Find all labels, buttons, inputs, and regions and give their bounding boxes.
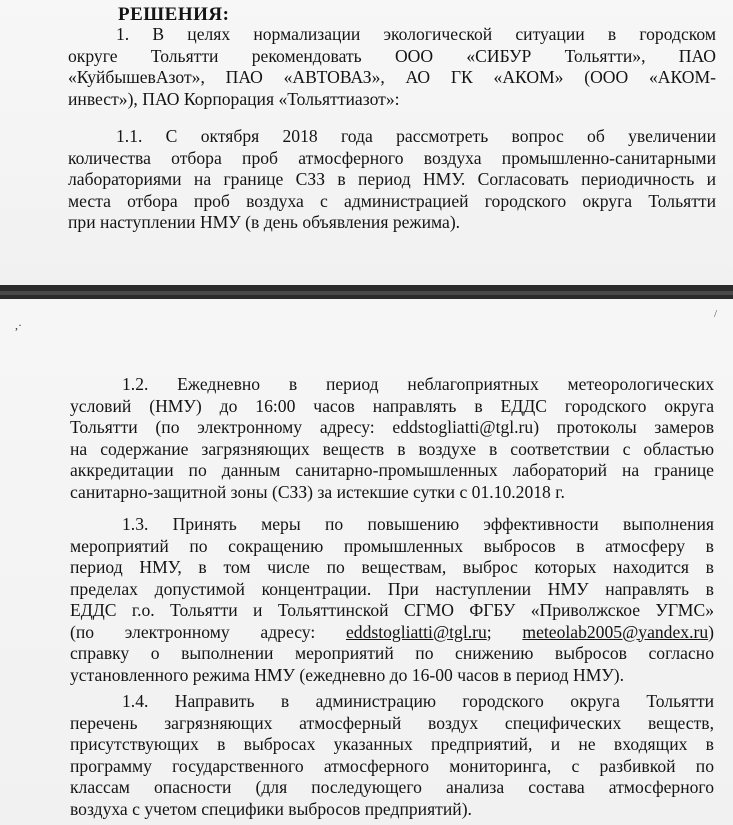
paragraph-line: аккредитации по данным санитарно-промышленных лабораторий на границе (70, 460, 714, 480)
paragraph-line: классам опасности (для последующего анализа состава атмосферного (70, 777, 714, 797)
paragraph-line: 1. В целях нормализации экологической ситуации в городском (116, 24, 716, 44)
paragraph-line: санитарно-защитной зоны (СЗЗ) за истекшие сутки с 01.10.2018 г. (70, 481, 565, 502)
email-link-meteolab[interactable]: meteolab2005@yandex.ru (522, 621, 709, 642)
paragraph-1-1 (68, 126, 716, 234)
paragraph-line: присутствующих в выбросах указанных предприятий, и не входящих в (70, 734, 714, 754)
paragraph-line: округе Тольятти рекомендовать ООО «СИБУР Тольятти», ПАО (68, 45, 716, 66)
paragraph-line: перечень загрязняющих атмосферный воздух специфических веществ, (70, 712, 714, 733)
paragraph-line: программу государственного атмосферного мониторинга, с разбивкой по (70, 755, 714, 776)
address-separator: ; (486, 621, 523, 642)
paragraph-line: воздуха с учетом специфики выбросов предприятий). (70, 798, 472, 819)
paragraph-line: инвест»), ПАО Корпорация «Тольяттиазот»: (68, 88, 400, 109)
paragraph-1-4 (70, 691, 714, 820)
paragraph-line: количества отбора проб атмосферного воздуха промышленно-санитарными (68, 147, 716, 168)
paragraph-1-2 (70, 374, 714, 503)
paragraph-line: период НМУ, в том числе по веществам, выброс которых находится в (70, 557, 714, 577)
paragraph-line: 1.4. Направить в администрацию городского округа Тольятти (122, 691, 714, 711)
paragraph-line: справку о выполнении мероприятий по снижению выбросов согласно (70, 643, 714, 663)
paragraph-line: «КуйбышевАзот», ПАО «АВТОВАЗ», АО ГК «АКОМ» (ООО «АКОМ- (68, 67, 716, 87)
paragraph-line: 1.1. С октября 2018 года рассмотреть вопрос об увеличении (116, 126, 716, 146)
paragraph-line: Тольятти (по электронному адресу: eddstogliatti@tgl.ru) протоколы замеров (70, 417, 714, 437)
section-heading: РЕШЕНИЯ: (118, 4, 230, 25)
paragraph-line: 1.2. Ежедневно в период неблагоприятных метеорологических (122, 374, 714, 394)
address-suffix: ) (708, 621, 714, 642)
paragraph-line: мероприятий по сокращению промышленных выбросов в атмосферу в (70, 535, 714, 556)
paragraph-1 (68, 24, 716, 110)
paragraph-line: установленного режима НМУ (ежедневно до 16-00 часов в период НМУ). (70, 664, 625, 685)
paragraph-line: пределах допустимой концентрации. При наступлении НМУ направлять в (70, 578, 714, 599)
paragraph-line: ЕДДС г.о. Тольятти и Тольяттинской СГМО ФГБУ «Приволжское УГМС» (70, 600, 714, 620)
scan-speck: ,· (15, 318, 22, 332)
scan-speck: / (714, 308, 718, 320)
paragraph-line: при наступлении НМУ (в день объявления режима). (68, 212, 461, 232)
paragraph-line: лабораториями на границе СЗЗ в период НМУ. Согласовать периодичность и (68, 169, 716, 189)
paragraph-line: 1.3. Принять меры по повышению эффективности выполнения (122, 514, 714, 534)
scan-page-divider (0, 285, 733, 299)
paragraph-line: условий (НМУ) до 16:00 часов направлять в ЕДДС городского округа (70, 395, 714, 416)
paragraph-1-3 (70, 514, 714, 686)
document-page-top (0, 0, 733, 285)
address-prefix: (по электронному адресу: (70, 621, 346, 642)
paragraph-line: на содержание загрязняющих веществ в воздухе в соответствии с областью (70, 438, 714, 459)
paragraph-line: места отбора проб воздуха с администрацией городского округа Тольятти (68, 190, 716, 211)
email-link-edds[interactable]: eddstogliatti@tgl.ru (345, 621, 487, 642)
address-line (70, 622, 714, 644)
